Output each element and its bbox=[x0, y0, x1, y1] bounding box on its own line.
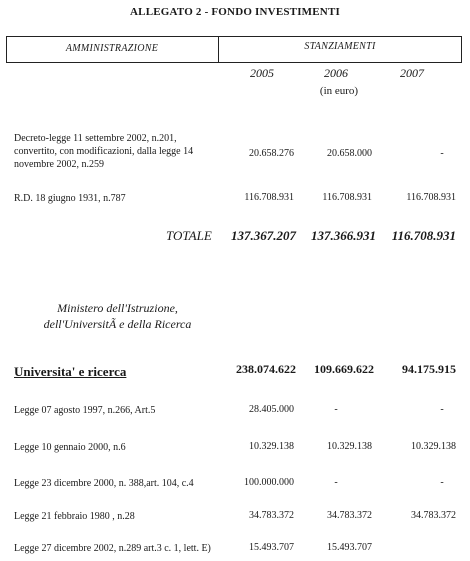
list-item-label: Legge 10 gennaio 2000, n.6 bbox=[14, 442, 126, 453]
header-right-rule bbox=[461, 36, 462, 63]
list-item-2006: 15.493.707 bbox=[327, 542, 372, 553]
ministry-heading: Ministero dell'Istruzione, dell'UniversitÃ e della Ricerca bbox=[43, 301, 192, 331]
list-item-label: Legge 27 dicembre 2002, n.289 art.3 c. 1, lett. E) bbox=[14, 543, 211, 554]
year-2007: 2007 bbox=[400, 66, 424, 80]
list-item-2007: 10.329.138 bbox=[411, 441, 456, 452]
list-item-2005: 10.329.138 bbox=[249, 441, 294, 452]
unit-label: (in euro) bbox=[319, 85, 359, 97]
section-2007: 94.175.915 bbox=[402, 362, 456, 376]
table-cell-2007: - bbox=[440, 148, 444, 159]
list-item-2005: 15.493.707 bbox=[249, 542, 294, 553]
section-2006: 109.669.622 bbox=[314, 362, 374, 376]
header-bottom-rule bbox=[6, 62, 462, 63]
total-2006: 137.366.931 bbox=[311, 228, 376, 243]
table-cell-2006: 20.658.000 bbox=[327, 148, 372, 159]
list-item-2006: - bbox=[334, 477, 338, 488]
list-item-2005: 28.405.000 bbox=[249, 404, 294, 415]
total-label: TOTALE bbox=[166, 228, 212, 243]
header-top-rule bbox=[6, 36, 462, 37]
list-item-label: Legge 23 dicembre 2000, n. 388,art. 104, c.4 bbox=[14, 478, 194, 489]
document-title: ALLEGATO 2 - FONDO INVESTIMENTI bbox=[130, 6, 340, 18]
column-header-stanziamenti: STANZIAMENTI bbox=[304, 41, 376, 52]
list-item-2005: 34.783.372 bbox=[249, 510, 294, 521]
list-item-2007: - bbox=[440, 404, 444, 415]
list-item-2006: 10.329.138 bbox=[327, 441, 372, 452]
section-label: Universita' e ricerca bbox=[14, 364, 127, 379]
list-item-2007: 34.783.372 bbox=[411, 510, 456, 521]
column-header-amministrazione: AMMINISTRAZIONE bbox=[65, 43, 159, 54]
section-2005: 238.074.622 bbox=[236, 362, 296, 376]
list-item-2006: 34.783.372 bbox=[327, 510, 372, 521]
table-row-label: R.D. 18 giugno 1931, n.787 bbox=[14, 193, 126, 204]
total-2005: 137.367.207 bbox=[231, 228, 296, 243]
table-cell-2006: 116.708.931 bbox=[322, 192, 372, 203]
list-item-2005: 100.000.000 bbox=[244, 477, 294, 488]
list-item-label: Legge 21 febbraio 1980 , n.28 bbox=[14, 511, 135, 522]
table-cell-2005: 116.708.931 bbox=[244, 192, 294, 203]
year-2005: 2005 bbox=[250, 66, 274, 80]
table-cell-2007: 116.708.931 bbox=[406, 192, 456, 203]
year-2006: 2006 bbox=[324, 66, 348, 80]
table-cell-2005: 20.658.276 bbox=[249, 148, 294, 159]
list-item-label: Legge 07 agosto 1997, n.266, Art.5 bbox=[14, 405, 156, 416]
list-item-2006: - bbox=[334, 404, 338, 415]
total-2007: 116.708.931 bbox=[391, 228, 456, 243]
table-row-label: Decreto-legge 11 settembre 2002, n.201, convertito, con modificazioni, dalla legge 14 novembre 2002, n.259 bbox=[14, 133, 194, 170]
list-item-2007: - bbox=[440, 477, 444, 488]
